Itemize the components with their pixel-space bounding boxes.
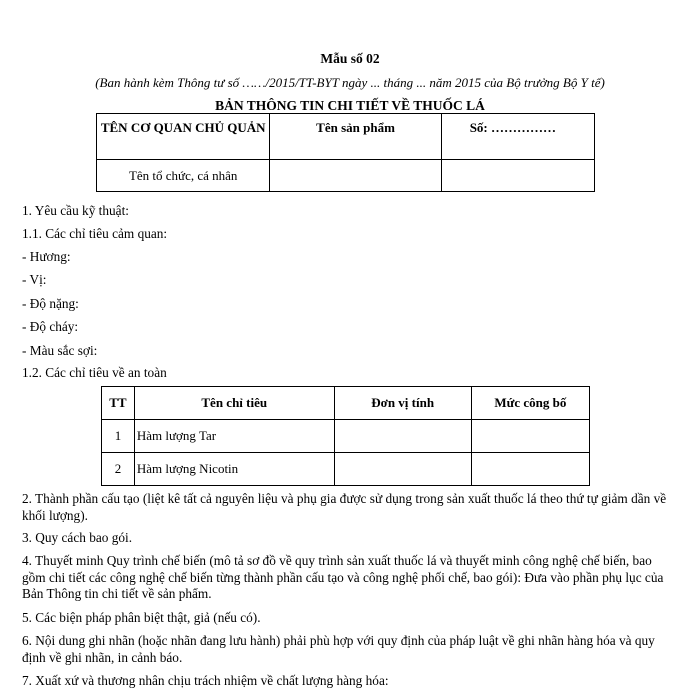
sensory-item-burn: - Độ cháy: bbox=[22, 319, 79, 334]
section-4: 4. Thuyết minh Quy trình chế biến (mô tả sơ đồ về quy trình sản xuất thuốc lá và thuyết minh công nghệ chế biến, bao gồm chi tiết các công nghệ chế biến từng thành phần cấu tạo và công nghệ phối chế, bao gói): Đưa vào phần phụ lục của Bản Thông tin chi tiết về sản phẩm. bbox=[22, 553, 664, 601]
row-index: 2 bbox=[102, 453, 135, 486]
section-6: 6. Nội dung ghi nhãn (hoặc nhãn đang lưu hành) phải phù hợp với quy định của pháp luật về ghi nhãn hàng hóa và quy định về ghi nhãn, in cảnh báo. bbox=[22, 633, 655, 665]
organization-cell: Tên tổ chức, cá nhân bbox=[97, 160, 270, 192]
table-row bbox=[102, 453, 590, 486]
product-name-cell bbox=[270, 160, 441, 192]
sensory-item-color: - Màu sắc sợi: bbox=[22, 343, 98, 358]
header-indicator-name: Tên chỉ tiêu bbox=[134, 387, 334, 420]
row-declared-level bbox=[471, 453, 589, 486]
sensory-item-aroma: - Hương: bbox=[22, 249, 71, 264]
row-index: 1 bbox=[102, 420, 135, 453]
section-1-heading: 1. Yêu cầu kỹ thuật: bbox=[22, 203, 129, 218]
row-indicator-name: Hàm lượng Nicotin bbox=[134, 453, 334, 486]
table-row bbox=[102, 420, 590, 453]
header-declared-level: Mức công bố bbox=[471, 387, 589, 420]
row-unit bbox=[334, 453, 471, 486]
row-unit bbox=[334, 420, 471, 453]
section-1-2-heading: 1.2. Các chỉ tiêu về an toàn bbox=[22, 365, 167, 380]
product-info-table bbox=[96, 113, 595, 192]
document-title: BẢN THÔNG TIN CHI TIẾT VỀ THUỐC LÁ bbox=[215, 98, 485, 113]
section-1-1-heading: 1.1. Các chỉ tiêu cảm quan: bbox=[22, 226, 168, 241]
safety-table bbox=[101, 386, 590, 486]
header-index: TT bbox=[102, 387, 135, 420]
sensory-item-taste: - Vị: bbox=[22, 272, 47, 287]
header-product-name: Tên sản phẩm bbox=[270, 114, 441, 160]
section-3: 3. Quy cách bao gói. bbox=[22, 530, 133, 545]
form-number: Mẫu số 02 bbox=[320, 51, 380, 66]
number-cell bbox=[441, 160, 594, 192]
sensory-item-strength: - Độ nặng: bbox=[22, 296, 79, 311]
header-unit: Đơn vị tính bbox=[334, 387, 471, 420]
section-2: 2. Thành phần cấu tạo (liệt kê tất cả nguyên liệu và phụ gia được sử dụng trong sản xuất thuốc lá theo thứ tự giảm dần về khối lượng). bbox=[22, 491, 667, 523]
section-7: 7. Xuất xứ và thương nhân chịu trách nhiệm về chất lượng hàng hóa: bbox=[22, 673, 389, 688]
row-indicator-name: Hàm lượng Tar bbox=[134, 420, 334, 453]
header-number: Số: …………… bbox=[441, 114, 594, 160]
issued-note: (Ban hành kèm Thông tư số ……/2015/TT-BYT ngày ... tháng ... năm 2015 của Bộ trưởng Bộ Y tế) bbox=[95, 75, 605, 90]
row-declared-level bbox=[471, 420, 589, 453]
section-5: 5. Các biện pháp phân biệt thật, giả (nếu có). bbox=[22, 610, 261, 625]
header-agency: TÊN CƠ QUAN CHỦ QUẢN bbox=[97, 114, 270, 160]
